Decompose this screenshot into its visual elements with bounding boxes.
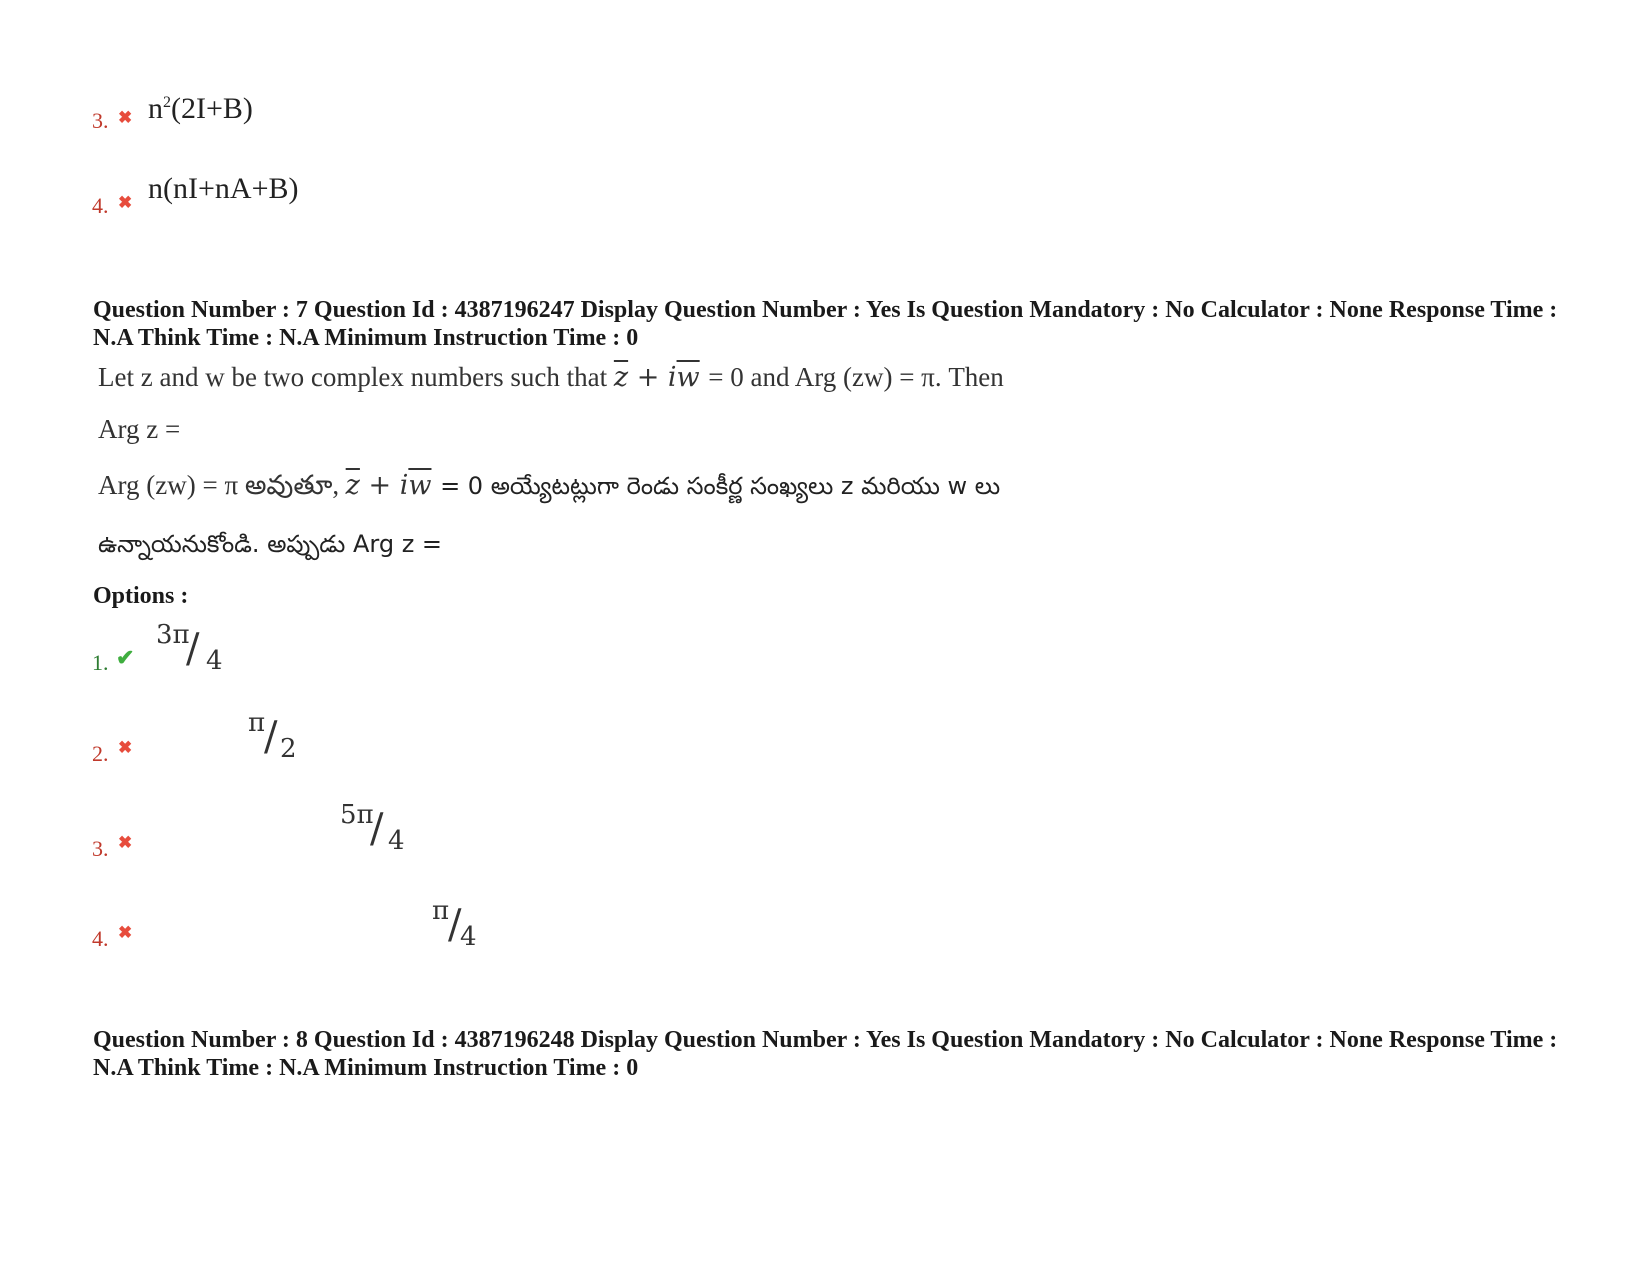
prev-option-3-expression [148, 92, 253, 126]
cross-icon: ✖ [118, 108, 133, 127]
option-number: 4. [92, 926, 109, 951]
prev-option-4-expression [148, 172, 298, 206]
option-number: 3. [92, 108, 109, 133]
fraction-slash: / [448, 902, 462, 948]
text-part: Arg (zw) = π అవుతూ, [98, 470, 340, 500]
fraction-denominator: 2 [280, 734, 297, 764]
expr-superscript: 2 [163, 94, 171, 111]
cross-icon: ✖ [118, 738, 133, 757]
fraction-denominator: 4 [206, 646, 223, 676]
option-number: 3. [92, 836, 109, 861]
fraction-numerator: 3π [156, 620, 190, 650]
text-part: Let z and w be two complex numbers such that [98, 362, 608, 392]
fraction-numerator: π [432, 896, 450, 926]
expr-part: n(nI+nA+B) [148, 172, 299, 205]
cross-icon: ✖ [118, 833, 133, 852]
question-7-text-te-line1 [98, 470, 1000, 508]
question-7-text-te-line2: ఉన్నాయనుకోండి. అప్పుడు Arg z = [98, 530, 443, 558]
question-7-meta: Question Number : 7 Question Id : 4387196247 Display Question Number : Yes Is Question Mandatory : No Calculator : None Response Time : N.A Think Time : N.A Minimum Instruction Time : 0 [93, 297, 1558, 351]
fraction-denominator: 4 [460, 922, 477, 952]
equation-z-bar-plus-i-w-bar: $\overline{z} + i\overline{w}$ [345, 470, 432, 501]
option-2-fraction [248, 708, 338, 764]
fraction-slash: / [370, 806, 384, 852]
expr-part: n [148, 92, 163, 125]
fraction-numerator: 5π [340, 800, 374, 830]
cross-icon: ✖ [118, 923, 133, 942]
question-7-text-en-line1 [98, 362, 1004, 393]
expr-part: (2I+B) [171, 92, 253, 125]
option-3-fraction [340, 800, 430, 856]
option-1-fraction [156, 620, 246, 676]
question-7-text-en-line2: Arg z = [98, 414, 181, 444]
option-4-fraction [432, 896, 522, 952]
fraction-slash: / [186, 626, 200, 672]
option-number: 4. [92, 193, 109, 218]
check-icon: ✔ [116, 645, 135, 670]
text-part: = 0 అయ్యేటట్లుగా రెండు సంకీర్ణ సంఖ్యలు z మరియు w లు [440, 472, 1001, 500]
option-number: 1. [92, 650, 109, 675]
fraction-numerator: π [248, 708, 266, 738]
fraction-slash: / [264, 714, 278, 760]
question-8-meta: Question Number : 8 Question Id : 4387196248 Display Question Number : Yes Is Question Mandatory : No Calculator : None Response Time : N.A Think Time : N.A Minimum Instruction Time : 0 [93, 1027, 1558, 1081]
prev-option-3 [92, 108, 109, 134]
text-part: = 0 and Arg (zw) = π. Then [708, 362, 1004, 392]
prev-option-4 [92, 193, 109, 219]
option-number: 2. [92, 741, 109, 766]
options-label: Options : [93, 583, 189, 609]
cross-icon: ✖ [118, 193, 133, 212]
fraction-denominator: 4 [388, 826, 405, 856]
equation-z-bar-plus-i-w-bar: $\overline{z} + i\overline{w}$ [613, 362, 700, 393]
